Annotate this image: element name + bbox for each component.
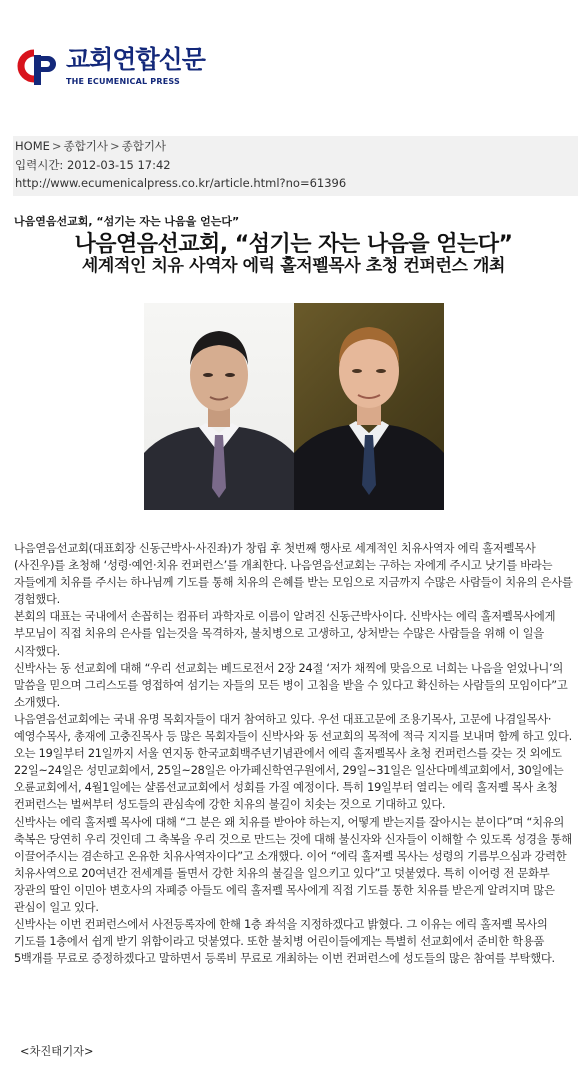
publish-date: 입력시간: 2012-03-15 17:42 <box>15 158 171 172</box>
site-logo[interactable] <box>14 44 205 94</box>
breadcrumb-separator: > <box>51 139 62 153</box>
article-url[interactable]: http://www.ecumenicalpress.co.kr/article.html?no=61396 <box>15 176 347 190</box>
photo-shin-donggeun <box>144 303 294 510</box>
article-byline: <차진태기자> <box>20 1045 94 1058</box>
article-paragraph: 본회의 대표는 국내에서 손꼽히는 컴퓨터 과학자로 이름이 알려진 신동근박사이다. 신박사는 에릭 홀저펠목사에게 부모님이 직접 치유의 은사를 입는것을 목격하자, 불치병으로 고생하고, 상처받는 수많은 사람들을 위해 이 일을 시작했다. <box>14 610 556 658</box>
article-kicker: 나음엳음선교회, “섬기는 자는 나음을 얻는다” <box>14 215 240 228</box>
article-paragraph: 신박사는 이번 컨퍼런스에서 사전등록자에 한해 1층 좌석을 지정하겠다고 밝혔다. 그 이유는 에릭 홀저펠 목사의 기도를 1층에서 쉽게 받기 위함이라고 덧붙였다. 또한 불치병 어린이들에게는 특별히 선교회에서 준비한 학용품 5백개를 무료로 증정하겠다고 말하면서 등록비 무료로 개최하는 이번 컨퍼런스에 성도들의 많은 참여를 부탁했다. <box>14 918 555 966</box>
logo-subtitle: THE ECUMENICAL PRESS <box>66 77 180 86</box>
article-subtitle: 세계적인 치유 사역자 에릭 홀저펠목사 초청 컨퍼런스 개최 <box>81 256 506 276</box>
logo-title: 교회연합신문 <box>66 45 205 74</box>
article-paragraph: 신박사는 에릭 홀저펠 목사에 대해 “그 분은 왜 치유를 받아야 하는지, 어떻게 받는지를 잘아시는 분이다”며 “치유의 축복은 당연히 우리 것인데 그 축복을 우리 것으로 만드는 것에 대해 불신자와 신자들이 이해할 수 있도록 성경을 통해 이끌어주시는 겸손하고 온유한 치유사역자이다”고 소개했다. 이어 “에릭 홀저펠 목사는 성령의 기름부으심과 강력한 치유사역으로 20여년간 전세계를 돌면서 강한 치유의 불길을 일으키고 있다”고 덧붙였다. 특히 이어령 전 문화부 장관의 딸인 이민아 변호사의 자폐증 아들도 에릭 홀저펠 목사에게 직접 기도를 통한 치유를 받은게 알려지며 많은 관심이 일고 있다. <box>14 815 572 914</box>
portrait-photo-icon <box>294 303 444 510</box>
breadcrumb-separator: > <box>109 139 120 153</box>
breadcrumb-home-link[interactable]: HOME <box>15 139 50 153</box>
portrait-photo-icon <box>144 303 294 510</box>
article-paragraph: 나음엳음선교회(대표회장 신동근박사·사진좌)가 창립 후 첫번째 행사로 세계적인 치유사역자 에릭 홀저펠목사(사진우)를 초청해 ‘성령·예언·치유 컨퍼런스’를 개최한다. 나음엳음선교회는 구하는 자에게 주시고 낫기를 바라는 자들에게 치유를 주시는 하나님께 기도를 통해 치유의 은혜를 받는 모임으로 지금까지 수많은 사람들이 치유의 은사를 경험했다. <box>14 542 573 607</box>
article-paragraph: 나음엳음선교회에는 국내 유명 목회자들이 대거 참여하고 있다. 우선 대표고문에 조용기목사, 고문에 나겸일목사·예영수목사, 총재에 고충진목사 등 많은 목회자들이 신박사와 동 선교회의 목적에 적극 지지를 보내며 함께 하고 있다. <box>14 712 572 744</box>
breadcrumb-section-link[interactable]: 종합기사 <box>63 139 108 153</box>
article-paragraph: 오는 19일부터 21일까지 서울 연지동 한국교회백주년기념관에서 에릭 홀저펠목사 초청 컨퍼런스를 갖는 것 외에도 22일~24일은 성민교회에서, 25일~28일은 아가페신학연구원에서, 29일~31일은 일산다메섹교회에서, 30일에는 오륜교회에서, 4월1일에는 샬롬선교교회에서 성회를 가질 예정이다. 특히 19일부터 열리는 에릭 홀저펠 목사 초청 컨퍼런스는 벌써부터 성도들의 관심속에 강한 치유의 불길이 치솟는 것으로 기대하고 있다. <box>14 747 564 812</box>
breadcrumb <box>15 138 166 154</box>
article-title: 나음엳음선교회, “섬기는 자는 나음을 얻는다” <box>74 232 513 257</box>
photo-eric-holzapfel <box>294 303 444 510</box>
article-meta <box>13 136 578 196</box>
article-body <box>14 540 574 967</box>
logo-mark-icon <box>14 47 60 85</box>
breadcrumb-subsection-link[interactable]: 종합기사 <box>121 139 167 153</box>
article-paragraph: 신박사는 동 선교회에 대해 “우리 선교회는 베드로전서 2장 24절 ‘저가 채찍에 맞음으로 너희는 나음을 얻었나니’의 말씀을 믿으며 그리스도를 영접하여 섬기는 자들의 모든 병이 고침을 받을 수 있다고 확신하는 사람들의 모임이다”고 소개했다. <box>14 661 568 709</box>
